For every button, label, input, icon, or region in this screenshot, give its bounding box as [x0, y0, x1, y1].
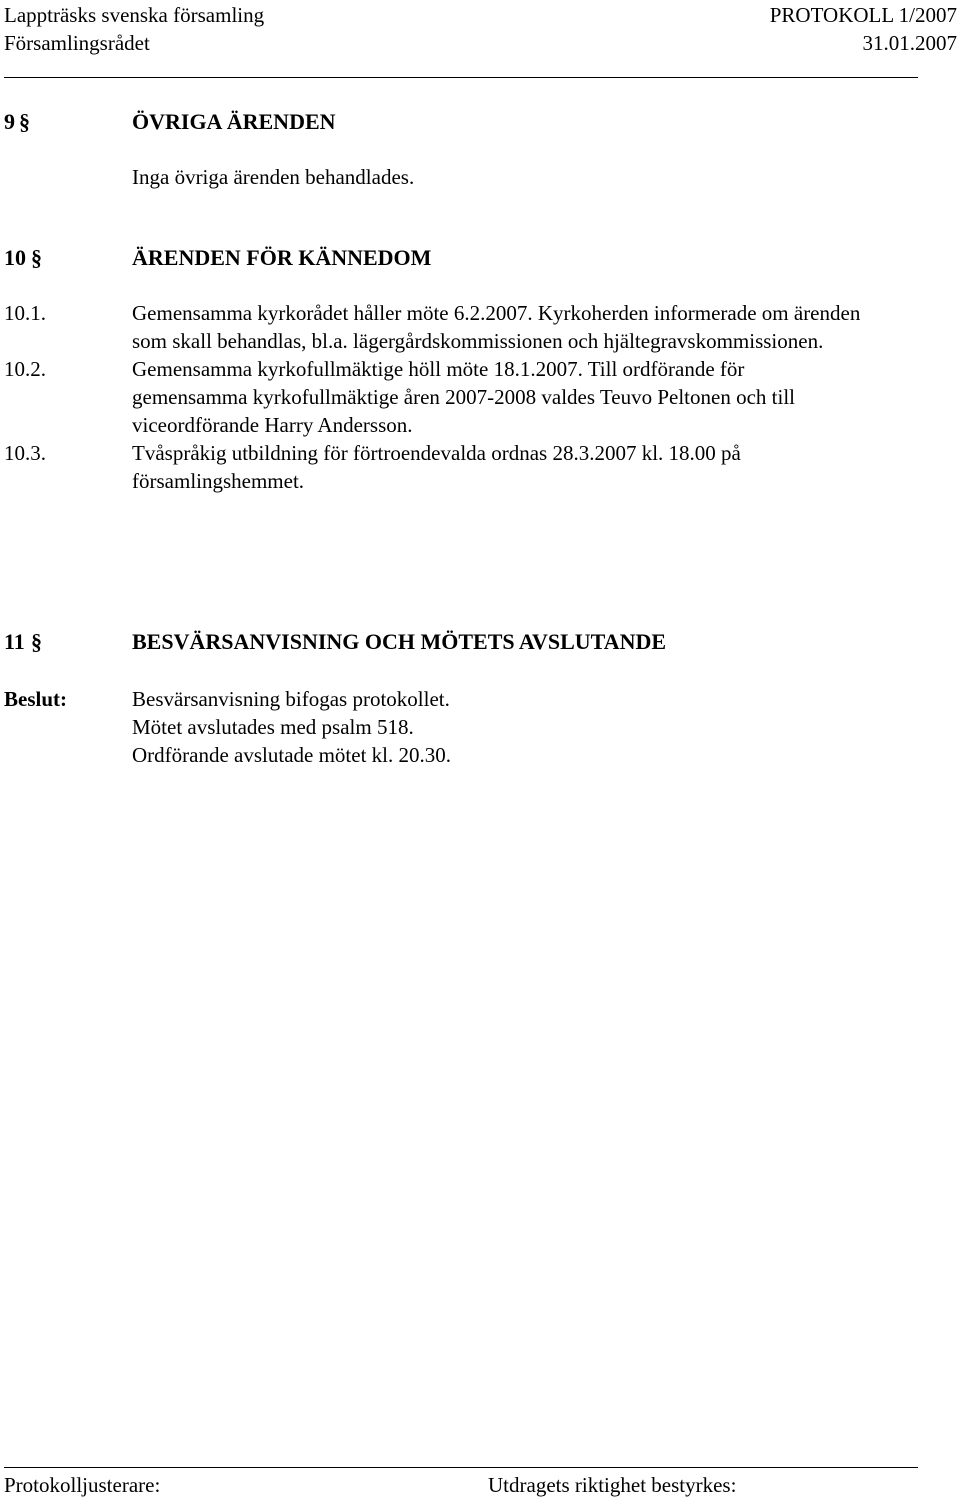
council-name: Församlingsrådet	[4, 31, 150, 55]
document-type: PROTOKOLL 1/2007	[769, 3, 957, 27]
item-line: Tvåspråkig utbildning för förtroendevalda ordnas 28.3.2007 kl. 18.00 på	[132, 441, 741, 465]
footer-certification-label: Utdragets riktighet bestyrkes:	[488, 1473, 737, 1497]
decision-line: Besvärsanvisning bifogas protokollet.	[132, 687, 450, 711]
item-number: 10.1.	[4, 301, 46, 325]
section-title: ÖVRIGA ÄRENDEN	[132, 109, 336, 134]
item-line: gemensamma kyrkofullmäktige åren 2007-2008 valdes Teuvo Peltonen och till	[132, 385, 795, 409]
decision-line: Mötet avslutades med psalm 518.	[132, 715, 414, 739]
decision-label: Beslut:	[4, 687, 67, 711]
item-line: Gemensamma kyrkorådet håller möte 6.2.2007. Kyrkoherden informerade om ärenden	[132, 301, 861, 325]
section-number: 10	[4, 245, 26, 270]
item-line: som skall behandlas, bl.a. lägergårdskommissionen och hjältegravskommissionen.	[132, 329, 824, 353]
organization-name: Lappträsks svenska församling	[4, 3, 265, 27]
item-text	[132, 439, 741, 495]
section-title: BESVÄRSANVISNING OCH MÖTETS AVSLUTANDE	[132, 629, 667, 654]
paragraph-mark: §	[31, 629, 42, 654]
item-text	[132, 299, 860, 355]
item-line: viceordförande Harry Andersson.	[132, 413, 413, 437]
header-rule	[4, 77, 918, 78]
footer-rule	[4, 1467, 918, 1468]
decision-line: Ordförande avslutade mötet kl. 20.30.	[132, 743, 451, 767]
item-text	[132, 355, 795, 439]
item-line: församlingshemmet.	[132, 469, 305, 493]
paragraph-mark: §	[31, 245, 42, 270]
item-line: Gemensamma kyrkofullmäktige höll möte 18.1.2007. Till ordförande för	[132, 357, 745, 381]
footer-adjuster-label: Protokolljusterare:	[4, 1473, 161, 1497]
decision-text	[132, 685, 451, 769]
section-9-text: Inga övriga ärenden behandlades.	[132, 165, 415, 189]
item-number: 10.2.	[4, 357, 46, 381]
paragraph-mark: §	[19, 109, 30, 134]
section-title: ÄRENDEN FÖR KÄNNEDOM	[132, 245, 432, 270]
section-number: 11	[4, 629, 25, 654]
meeting-date: 31.01.2007	[862, 31, 957, 55]
item-number: 10.3.	[4, 441, 46, 465]
section-number: 9	[4, 109, 15, 134]
